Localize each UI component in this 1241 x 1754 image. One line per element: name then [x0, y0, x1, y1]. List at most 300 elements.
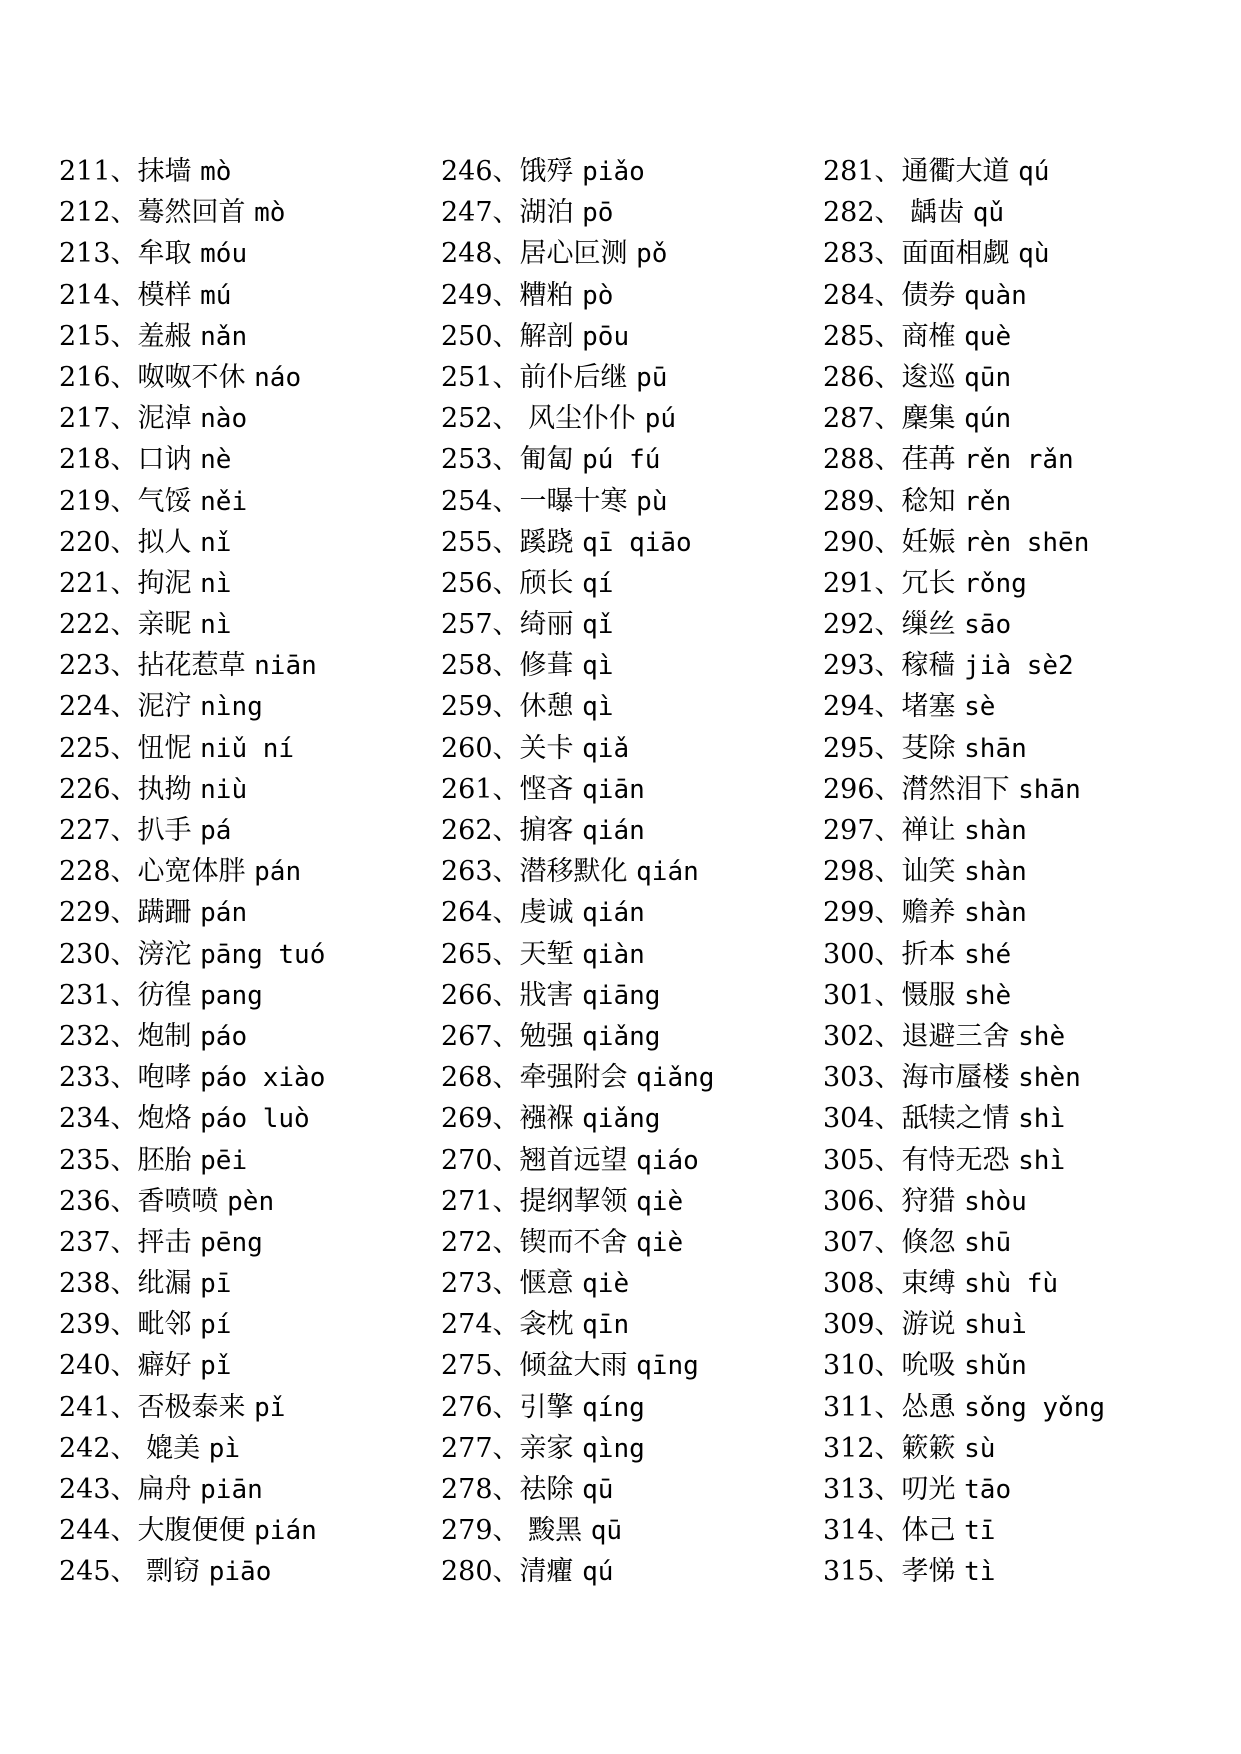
entry-word: 虔诚 — [519, 897, 574, 929]
entry-pinyin: pēng — [200, 1227, 263, 1258]
entry-word: 掮客 — [519, 815, 574, 846]
entry-spacer — [192, 1268, 201, 1299]
list-item — [59, 892, 459, 933]
entry-pinyin: shù fù — [964, 1269, 1059, 1300]
list-item — [59, 1469, 459, 1510]
entry-number: 296、 — [823, 773, 902, 805]
entry-number: 293、 — [823, 650, 902, 682]
entry-number: 230、 — [59, 938, 138, 970]
entry-number: 219、 — [59, 485, 138, 517]
entry-number: 255、 — [441, 526, 520, 558]
entry-pinyin: shàn — [964, 816, 1027, 846]
entry-number: 315、 — [823, 1556, 902, 1588]
entry-pinyin: pián — [254, 1516, 317, 1547]
entry-word: 口讷 — [137, 444, 192, 476]
entry-word: 抨击 — [137, 1226, 192, 1258]
entry-pinyin: qù — [1018, 239, 1050, 270]
entry-number: 245、 — [59, 1556, 138, 1588]
list-item — [823, 1304, 1223, 1345]
list-item — [823, 481, 1223, 522]
entry-spacer — [574, 897, 583, 928]
list-item — [441, 1304, 841, 1345]
entry-spacer — [574, 609, 583, 640]
entry-number: 290、 — [823, 526, 902, 558]
entry-spacer — [956, 527, 965, 558]
entry-word: 悭吝 — [519, 773, 574, 805]
entry-pinyin: mò — [200, 157, 232, 187]
list-item — [823, 728, 1223, 769]
entry-pinyin: qú — [1018, 157, 1050, 187]
list-item — [59, 1387, 459, 1428]
entry-spacer — [956, 568, 965, 599]
entry-pinyin: pǐ — [254, 1392, 286, 1423]
entry-number: 258、 — [441, 650, 520, 682]
entry-spacer — [956, 1515, 965, 1546]
entry-pinyin: pú fú — [582, 445, 661, 476]
list-item — [59, 645, 459, 686]
entry-number: 295、 — [823, 732, 902, 764]
list-item — [59, 316, 459, 357]
entry-word: 拘泥 — [137, 567, 192, 599]
entry-spacer — [956, 1350, 965, 1381]
entry-number: 262、 — [441, 815, 520, 846]
list-item — [59, 275, 459, 316]
entry-number: 284、 — [823, 279, 902, 311]
entry-spacer — [636, 403, 645, 434]
entry-pinyin: nǎn — [200, 321, 248, 352]
list-item — [823, 810, 1223, 851]
entry-number: 280、 — [441, 1556, 520, 1588]
entry-word: 商榷 — [901, 320, 956, 352]
entry-word: 稼穑 — [901, 650, 956, 682]
entry-number: 220、 — [59, 526, 138, 558]
entry-word: 狩猎 — [901, 1185, 956, 1217]
entry-number: 305、 — [823, 1144, 902, 1176]
list-item — [823, 1551, 1223, 1592]
entry-word: 纰漏 — [137, 1268, 192, 1300]
entry-word: 面面相觑 — [901, 238, 1010, 270]
entry-number: 238、 — [59, 1268, 138, 1300]
entry-word: 逡巡 — [901, 361, 956, 393]
list-item — [441, 192, 841, 233]
entry-number: 212、 — [59, 197, 138, 229]
entry-number: 232、 — [59, 1020, 138, 1052]
entry-number: 301、 — [823, 979, 902, 1011]
entry-pinyin: pǐ — [200, 1351, 232, 1382]
entry-word: 叨光 — [901, 1474, 956, 1505]
list-item — [823, 645, 1223, 686]
entry-word: 香喷喷 — [137, 1185, 219, 1217]
entry-word: 游说 — [901, 1309, 956, 1341]
entry-number: 304、 — [823, 1103, 902, 1135]
entry-spacer — [192, 815, 201, 846]
entry-pinyin: pán — [200, 898, 248, 929]
list-item — [823, 934, 1223, 975]
list-item — [441, 1387, 841, 1428]
entry-word: 倾盆大雨 — [519, 1350, 628, 1382]
list-item — [441, 975, 841, 1016]
entry-pinyin: piāo — [208, 1557, 272, 1588]
entry-spacer — [192, 1309, 201, 1340]
entry-pinyin: qiǎng — [582, 1021, 661, 1052]
list-item — [441, 316, 841, 357]
entry-spacer — [574, 1433, 583, 1464]
entry-pinyin: qí — [582, 568, 614, 599]
entry-word: 天堑 — [519, 938, 574, 970]
entry-word: 匍匐 — [519, 444, 574, 476]
entry-spacer — [574, 815, 583, 846]
entry-spacer — [246, 1515, 255, 1546]
entry-spacer — [628, 362, 637, 393]
entry-pinyin: piǎo — [582, 157, 645, 187]
entry-number: 264、 — [441, 897, 520, 929]
entry-pinyin: qiáo — [636, 1145, 699, 1176]
entry-word: 绮丽 — [519, 609, 574, 641]
list-item — [823, 151, 1223, 192]
list-item — [59, 975, 459, 1016]
entry-pinyin: shì — [1018, 1145, 1066, 1176]
entry-pinyin: qìng — [582, 1433, 645, 1464]
list-item — [59, 192, 459, 233]
entry-word: 羞赧 — [137, 320, 192, 352]
entry-pinyin: shān — [964, 733, 1027, 764]
entry-word: 祛除 — [519, 1474, 574, 1505]
entry-spacer — [628, 1227, 637, 1258]
entry-pinyin: niǔ ní — [200, 733, 295, 764]
entry-word: 忸怩 — [137, 732, 192, 764]
list-item — [823, 1016, 1223, 1057]
entry-number: 286、 — [823, 361, 902, 393]
entry-pinyin: shū — [964, 1227, 1012, 1258]
entry-word: 折本 — [901, 938, 956, 970]
entry-number: 233、 — [59, 1062, 138, 1094]
entry-spacer — [1010, 1103, 1019, 1134]
entry-spacer — [574, 1556, 583, 1587]
entry-spacer — [628, 1350, 637, 1381]
entry-spacer — [192, 897, 201, 928]
entry-number: 259、 — [441, 691, 520, 723]
entry-word: 炮制 — [137, 1020, 192, 1052]
entry-word: 拈花惹草 — [137, 650, 246, 682]
entry-spacer — [574, 1309, 583, 1340]
list-item — [823, 892, 1223, 933]
entry-word: 锲而不舍 — [519, 1226, 628, 1258]
entry-spacer — [192, 980, 201, 1011]
entry-number: 279、 — [441, 1515, 520, 1547]
entry-word: 讪笑 — [901, 856, 956, 888]
list-item — [441, 892, 841, 933]
entry-spacer — [628, 486, 637, 517]
entry-pinyin: sāo — [964, 610, 1012, 641]
entry-pinyin: qún — [964, 404, 1012, 435]
entry-word: 拟人 — [137, 526, 192, 558]
entry-spacer — [192, 733, 201, 764]
entry-word: 有恃无恐 — [901, 1144, 1010, 1176]
entry-pinyin: rěn — [964, 486, 1012, 517]
entry-pinyin: pōu — [582, 321, 630, 352]
entry-word: 胚胎 — [137, 1144, 192, 1176]
entry-spacer — [574, 1392, 583, 1423]
list-item — [59, 1263, 459, 1304]
list-item — [441, 1181, 841, 1222]
entry-word: 稔知 — [901, 485, 956, 517]
entry-spacer — [574, 980, 583, 1011]
entry-spacer — [956, 1556, 965, 1587]
entry-number: 267、 — [441, 1020, 520, 1052]
entry-word: 退避三舍 — [901, 1020, 1010, 1052]
entry-word: 衾枕 — [519, 1309, 574, 1341]
entry-word: 饿殍 — [519, 156, 574, 187]
entry-word: 襁褓 — [519, 1103, 574, 1135]
entry-number: 253、 — [441, 444, 520, 476]
entry-pinyin: pì — [208, 1433, 241, 1464]
entry-number: 299、 — [823, 897, 902, 929]
list-item — [823, 1181, 1223, 1222]
entry-spacer — [964, 197, 973, 228]
list-item — [59, 1181, 459, 1222]
entry-word: 麇集 — [901, 403, 956, 435]
entry-number: 294、 — [823, 691, 902, 723]
entry-pinyin: qián — [582, 816, 645, 846]
entry-spacer — [1010, 238, 1019, 269]
entry-pinyin: qiāng — [582, 980, 661, 1011]
entry-word: 咆哮 — [137, 1062, 192, 1094]
entry-spacer — [956, 1186, 965, 1217]
entry-spacer — [1010, 1062, 1019, 1093]
entry-word: 前仆后继 — [519, 361, 628, 393]
entry-spacer — [192, 609, 201, 640]
entry-number: 283、 — [823, 238, 902, 270]
entry-spacer — [192, 486, 201, 517]
entry-pinyin: qú — [582, 1557, 614, 1588]
entry-word: 风尘仆仆 — [519, 403, 637, 435]
entry-spacer — [192, 939, 201, 970]
entry-word: 孝悌 — [901, 1556, 956, 1588]
entry-word: 勉强 — [519, 1020, 574, 1052]
entry-spacer — [192, 1227, 201, 1258]
list-item — [59, 769, 459, 810]
entry-word: 关卡 — [519, 732, 574, 764]
entry-spacer — [956, 1433, 965, 1464]
entry-number: 240、 — [59, 1350, 138, 1382]
entry-number: 250、 — [441, 320, 520, 352]
entry-word: 颀长 — [519, 567, 574, 599]
entry-pinyin: rěn rǎn — [964, 445, 1074, 476]
entry-word: 吮吸 — [901, 1350, 956, 1382]
entry-pinyin: pá — [200, 816, 232, 846]
list-item — [823, 1098, 1223, 1139]
list-item — [59, 810, 459, 851]
entry-word: 提纲挈领 — [519, 1185, 628, 1217]
list-item — [823, 1140, 1223, 1181]
entry-word: 冗长 — [901, 567, 956, 599]
entry-spacer — [956, 609, 965, 640]
list-item — [823, 1428, 1223, 1469]
entry-number: 303、 — [823, 1062, 902, 1094]
entry-number: 310、 — [823, 1350, 902, 1382]
list-item — [59, 1098, 459, 1139]
list-item — [441, 1510, 841, 1551]
entry-spacer — [956, 733, 965, 764]
entry-word: 泥淖 — [137, 403, 192, 435]
entry-pinyin: pō — [582, 198, 614, 229]
entry-word: 戕害 — [519, 979, 574, 1011]
entry-number: 228、 — [59, 856, 138, 888]
list-item — [59, 1304, 459, 1345]
entry-spacer — [582, 1515, 591, 1546]
list-item — [823, 398, 1223, 439]
entry-spacer — [956, 486, 965, 517]
entry-number: 231、 — [59, 979, 138, 1011]
list-item — [823, 975, 1223, 1016]
entry-spacer — [628, 1186, 637, 1217]
entry-number: 229、 — [59, 897, 138, 929]
entry-pinyin: qiān — [582, 774, 645, 805]
list-item — [823, 604, 1223, 645]
entry-word: 泥泞 — [137, 691, 192, 723]
entry-spacer — [956, 815, 965, 846]
entry-number: 257、 — [441, 609, 520, 641]
entry-spacer — [1010, 156, 1019, 187]
entry-spacer — [956, 980, 965, 1011]
entry-pinyin: rǒng — [964, 568, 1027, 599]
list-item — [59, 728, 459, 769]
entry-number: 213、 — [59, 238, 138, 270]
entry-number: 271、 — [441, 1185, 520, 1217]
entry-number: 241、 — [59, 1391, 138, 1423]
entry-spacer — [956, 321, 965, 352]
list-item — [59, 151, 459, 192]
entry-number: 236、 — [59, 1185, 138, 1217]
entry-spacer — [1010, 1145, 1019, 1176]
entry-number: 308、 — [823, 1268, 902, 1300]
entry-pinyin: tì — [964, 1557, 996, 1588]
entry-pinyin: qū — [590, 1516, 623, 1547]
entry-spacer — [192, 238, 201, 269]
entry-number: 276、 — [441, 1391, 520, 1423]
list-item — [59, 1428, 459, 1469]
entry-spacer — [574, 321, 583, 352]
entry-word: 毗邻 — [137, 1309, 192, 1341]
entry-number: 217、 — [59, 403, 138, 435]
entry-word: 心宽体胖 — [137, 856, 246, 888]
entry-pinyin: sè — [964, 692, 996, 723]
entry-pinyin: nè — [200, 445, 232, 476]
column-3 — [823, 151, 1223, 1593]
entry-number: 260、 — [441, 732, 520, 764]
entry-pinyin: sǒng yǒng — [964, 1392, 1106, 1423]
entry-pinyin: qǐ — [582, 610, 614, 641]
list-item — [823, 233, 1223, 274]
entry-spacer — [192, 156, 201, 187]
entry-number: 237、 — [59, 1226, 138, 1258]
list-item — [441, 1469, 841, 1510]
entry-word: 炮烙 — [137, 1103, 192, 1135]
entry-pinyin: shè — [964, 980, 1012, 1011]
list-item — [441, 275, 841, 316]
entry-pinyin: qiǎng — [636, 1063, 715, 1094]
entry-pinyin: sù — [964, 1433, 996, 1464]
entry-word: 执拗 — [137, 773, 192, 805]
entry-spacer — [574, 774, 583, 805]
list-item — [59, 1057, 459, 1098]
entry-pinyin: něi — [200, 486, 248, 517]
list-item — [823, 316, 1223, 357]
entry-spacer — [246, 362, 255, 393]
entry-pinyin: pò — [582, 280, 614, 311]
entry-number: 222、 — [59, 609, 138, 641]
list-item — [823, 769, 1223, 810]
column-1 — [59, 151, 459, 1593]
entry-pinyin: pǒ — [636, 239, 668, 270]
entry-pinyin: qián — [636, 857, 699, 888]
entry-number: 309、 — [823, 1309, 902, 1341]
entry-spacer — [628, 238, 637, 269]
entry-word: 扒手 — [137, 815, 192, 846]
entry-spacer — [574, 1021, 583, 1052]
entry-number: 300、 — [823, 938, 902, 970]
entry-spacer — [574, 156, 583, 187]
entry-word: 舐犊之情 — [901, 1103, 1010, 1135]
entry-spacer — [192, 1103, 201, 1134]
entry-word: 慑服 — [901, 979, 956, 1011]
list-item — [59, 357, 459, 398]
entry-spacer — [246, 1392, 255, 1423]
list-item — [823, 1222, 1223, 1263]
entry-word: 居心叵测 — [519, 238, 628, 270]
entry-number: 242、 — [59, 1432, 138, 1464]
entry-spacer — [574, 939, 583, 970]
entry-word: 清癯 — [519, 1556, 574, 1588]
entry-word: 模样 — [137, 279, 192, 311]
entry-number: 224、 — [59, 691, 138, 723]
entry-number: 265、 — [441, 938, 520, 970]
entry-number: 223、 — [59, 650, 138, 682]
entry-pinyin: shàn — [964, 857, 1027, 888]
list-item — [823, 275, 1223, 316]
entry-word: 海市蜃楼 — [901, 1062, 1010, 1094]
entry-pinyin: shèn — [1018, 1063, 1081, 1094]
entry-pinyin: qīng — [636, 1351, 699, 1382]
list-item — [59, 398, 459, 439]
entry-spacer — [956, 444, 965, 475]
list-item — [441, 522, 841, 563]
list-item — [441, 398, 841, 439]
entry-number: 215、 — [59, 320, 138, 352]
list-item — [823, 1510, 1223, 1551]
entry-word: 糟粕 — [519, 279, 574, 311]
entry-number: 266、 — [441, 979, 520, 1011]
entry-pinyin: qiè — [582, 1269, 630, 1300]
entry-spacer — [574, 568, 583, 599]
entry-number: 211、 — [59, 156, 138, 187]
list-item — [441, 151, 841, 192]
entry-pinyin: páo xiào — [200, 1063, 326, 1094]
entry-pinyin: nì — [200, 568, 232, 599]
list-item — [59, 1016, 459, 1057]
list-item — [441, 769, 841, 810]
entry-spacer — [192, 280, 201, 311]
entry-spacer — [1010, 774, 1019, 805]
list-item — [441, 1263, 841, 1304]
list-item — [823, 1263, 1223, 1304]
entry-spacer — [956, 1268, 965, 1299]
entry-pinyin: qiǎng — [582, 1104, 661, 1135]
entry-pinyin: qíng — [582, 1392, 645, 1423]
entry-word: 惬意 — [519, 1268, 574, 1300]
entry-number: 307、 — [823, 1226, 902, 1258]
list-item — [823, 439, 1223, 480]
